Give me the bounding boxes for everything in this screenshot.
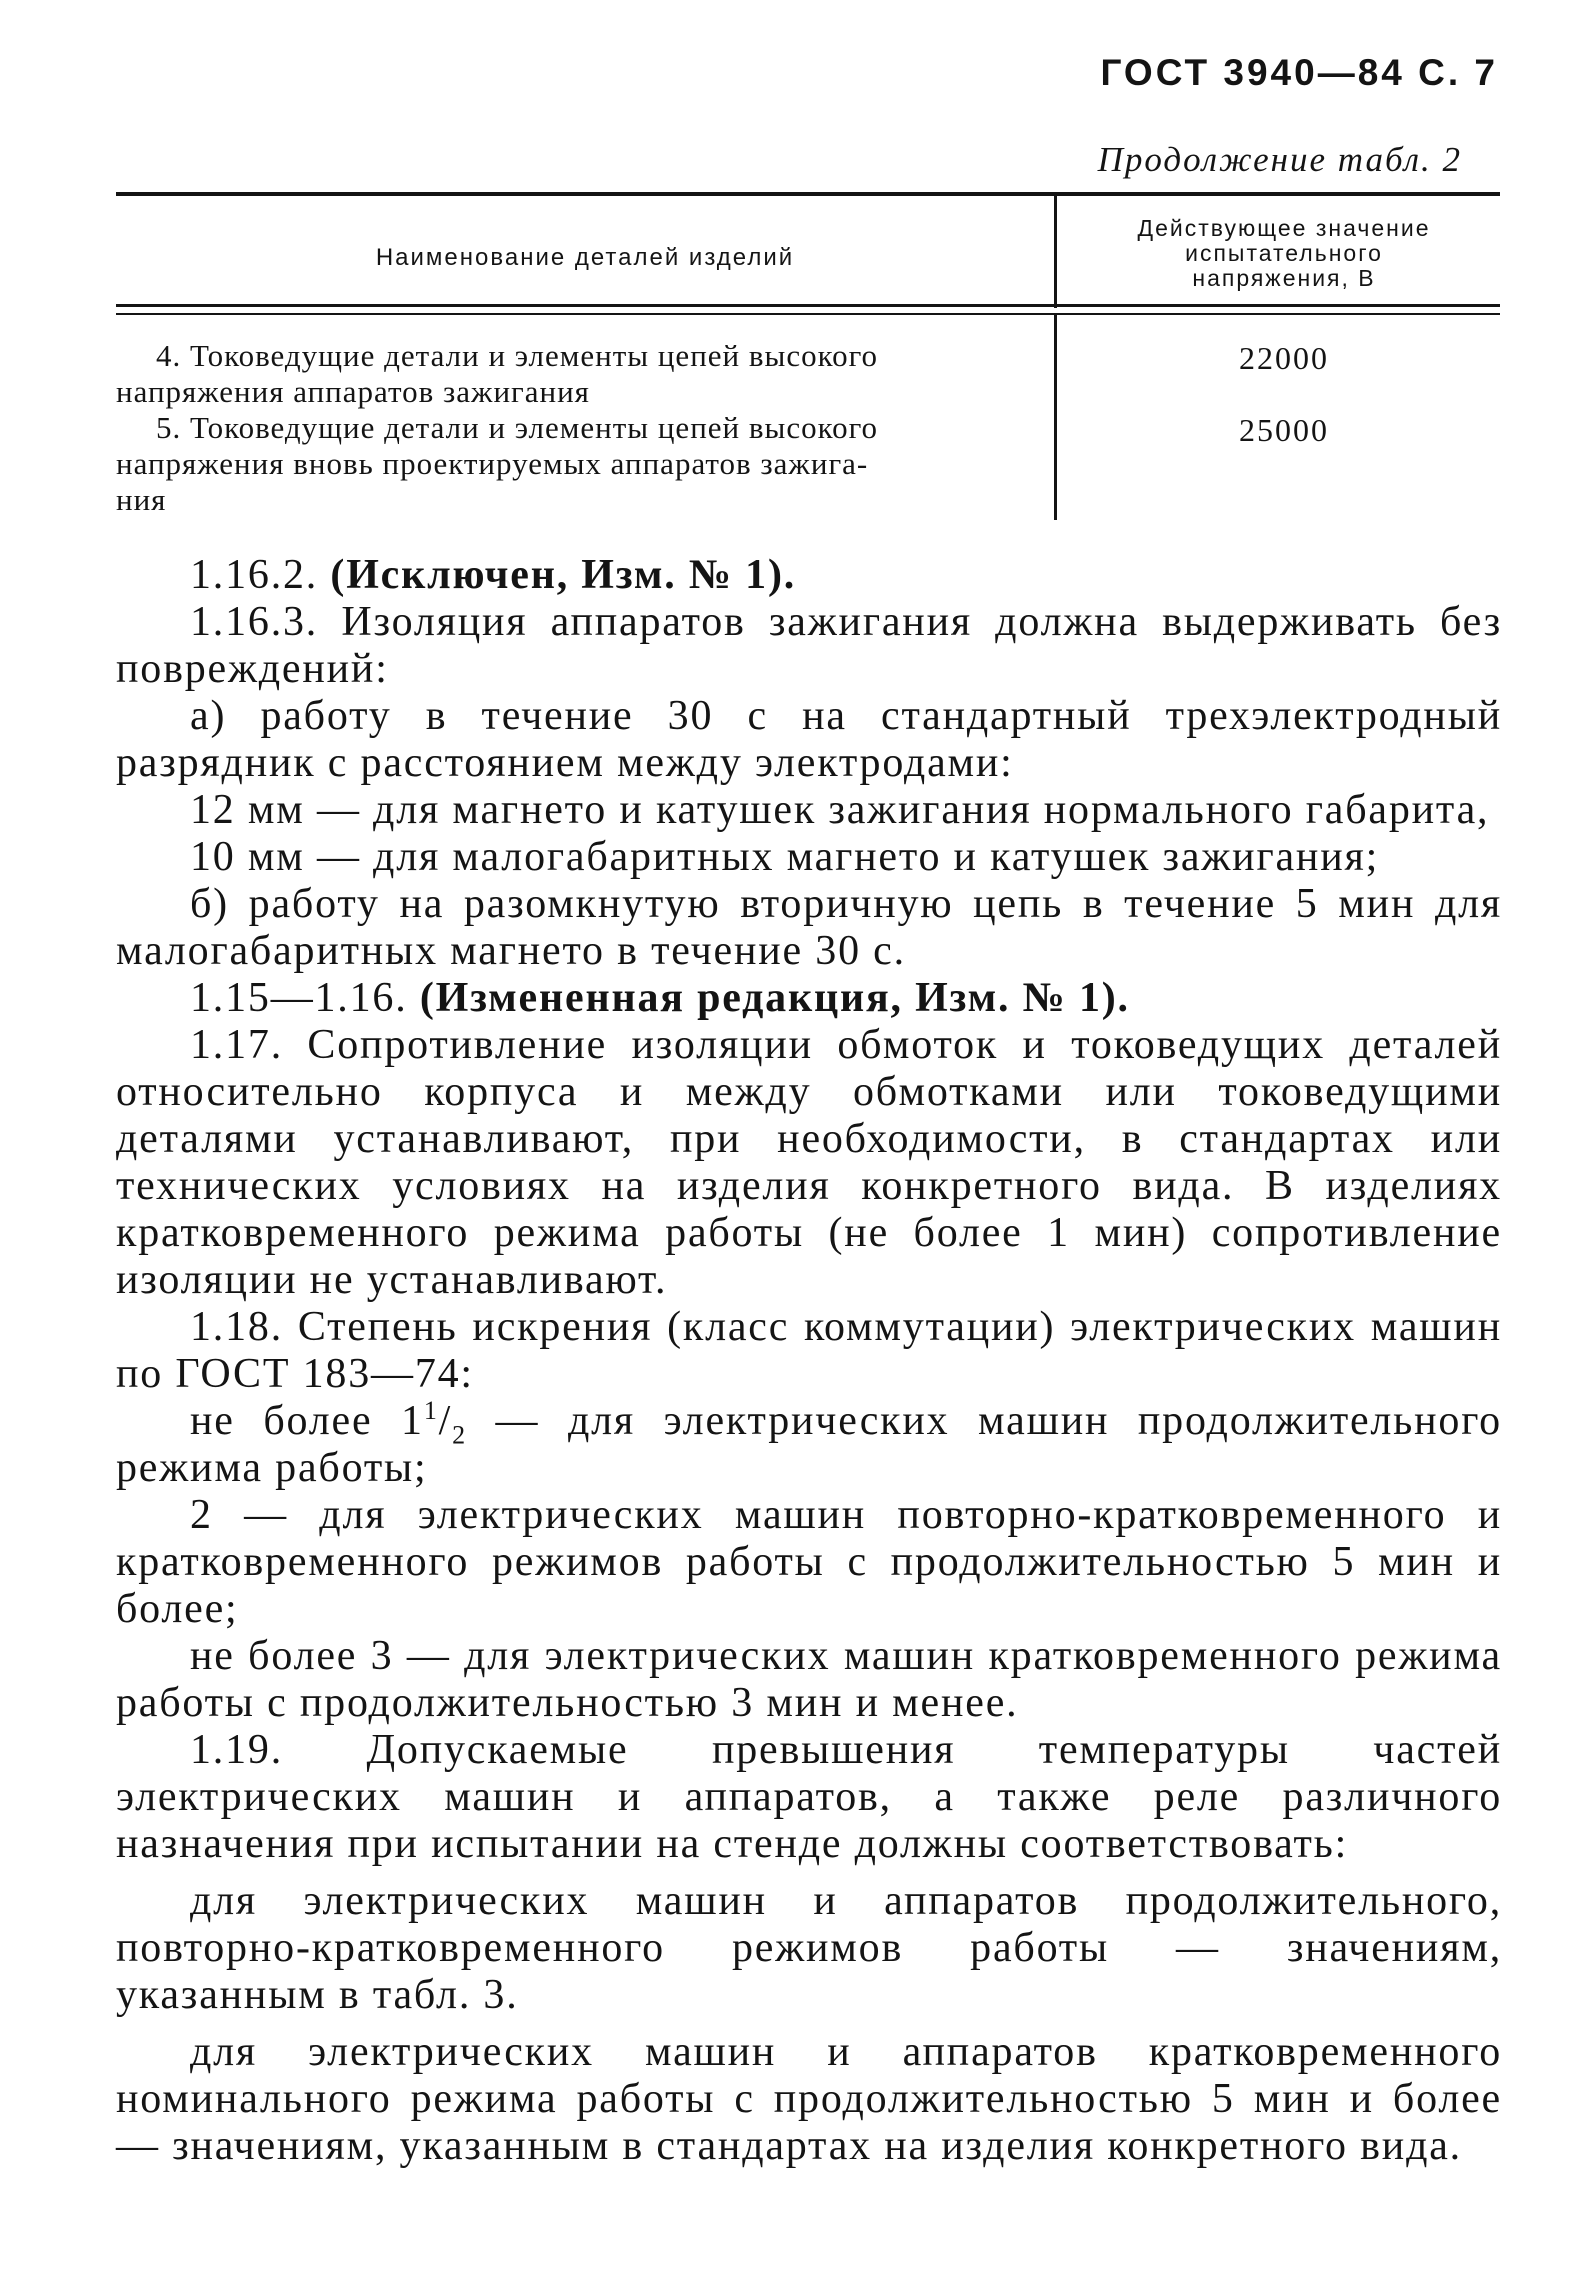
column-header-value-line1: Действующее значение [1137,215,1431,241]
table-header-rule [116,304,1500,315]
paragraph-1-16-2: 1.16.2. (Исключен, Изм. № 1). [190,552,797,598]
table-continuation-label: Продолжение табл. 2 [1097,140,1462,179]
paragraph-item-b: б) работу на разомкнутую вторичную цепь в течение 5 мин для малогабаритных магнето в течение 30 с. [116,881,1502,974]
paragraph-short-time-mode: для электрических машин и аппаратов кратковременного номинального режима работы с продолжительностью 5 мин и более — значениям, указанным в стандартах на изделия конкретного вида. [116,2029,1502,2169]
table-column-divider-body [1054,314,1057,520]
document-body [116,552,1502,2170]
table-column-divider-head [1054,196,1057,308]
paragraph-1-18: 1.18. Степень искрения (класс коммутации) электрических машин по ГОСТ 183—74: [116,1304,1502,1397]
table-cell-name: 4. Токоведущие детали и элементы цепей высокого напряжения аппаратов зажигания [116,338,879,409]
paragraph-item-a: а) работу в течение 30 с на стандартный трехэлектродный разрядник с расстоянием между электродами: [116,693,1502,786]
paragraph-class-2: 2 — для электрических машин повторно-кратковременного и кратковременного режимов работы с продолжительностью 5 мин и более; [116,1492,1502,1632]
paragraph-12mm: 12 мм — для магнето и катушек зажигания нормального габарита, [190,787,1490,833]
paragraph-1-17: 1.17. Сопротивление изоляции обмоток и токоведущих деталей относительно корпуса и между обмотками или токоведущими деталями устанавливают, при необходимости, в стандартах или технических условиях на изделия конкретного вида. В изделиях кратковременного режима работы (не более 1 мин) сопротивление изоляции не устанавливают. [116,1022,1502,1303]
page-header: ГОСТ 3940—84 С. 7 [1100,52,1498,93]
paragraph-10mm: 10 мм — для малогабаритных магнето и катушек зажигания; [190,834,1380,880]
column-header-value-line2: испытательного [1185,240,1383,266]
table-cell-value: 25000 [1239,412,1329,448]
paragraph-continuous-mode: для электрических машин и аппаратов продолжительного, повторно-кратковременного режимов работы — значениям, указанным в табл. 3. [116,1878,1502,2018]
paragraph-class-1-5: не более $1^1/_2$ — для электрических машин продолжительного режима работы; [116,1396,1502,1491]
column-header-value [1068,216,1500,291]
column-header-name: Наименование деталей изделий [375,244,795,271]
paragraph-class-3: не более 3 — для электрических машин кратковременного режима работы с продолжительностью 3 мин и менее. [116,1633,1502,1726]
paragraph-1-16-3: 1.16.3. Изоляция аппаратов зажигания должна выдерживать без повреждений: [116,599,1502,692]
column-header-value-line3: напряжения, В [1192,265,1376,291]
paragraph-amendment: 1.15—1.16. (Измененная редакция, Изм. № 1). [190,975,1130,1021]
table-header [116,196,1500,304]
table-cell-name: 5. Токоведущие детали и элементы цепей высокого напряжения вновь проектируемых аппаратов зажига- ния [116,410,879,517]
paragraph-1-19: 1.19. Допускаемые превышения температуры частей электрических машин и аппаратов, а также реле различного назначения при испытании на стенде должны соответствовать: [116,1727,1502,1867]
voltage-table [116,192,1500,517]
table-cell-value: 22000 [1239,340,1329,376]
